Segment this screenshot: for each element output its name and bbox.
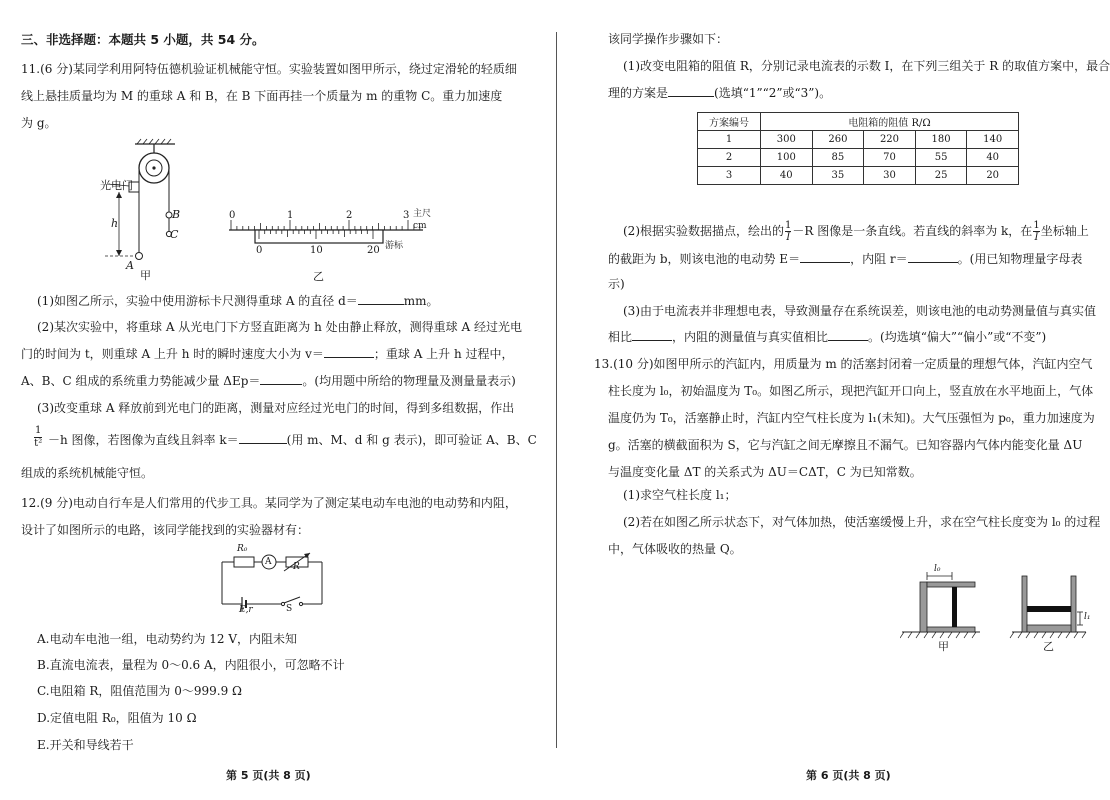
q11-part-3-line-3: 组成的系统机械能守恒。 bbox=[21, 466, 154, 480]
q11-part-2-line-3 bbox=[21, 374, 516, 388]
fraction-numerator: 1 bbox=[785, 220, 792, 231]
q12-option-E: E.开关和导线若干 bbox=[37, 738, 134, 752]
q13-line-3: 温度仍为 T₀，活塞静止时，汽缸内空气柱长度为 l₁(未知)。大气压强恒为 p₀，重力加速度为 bbox=[608, 411, 1095, 425]
q11-part-3-line-1: (3)改变重球 A 释放前到光电门的距离，测量对应经过光电门的时间，得到多组数据，作出 bbox=[37, 401, 515, 415]
answer-blank-r[interactable] bbox=[908, 262, 958, 263]
q11-part-2-line-1: (2)某次实验中，将重球 A 从光电门下方竖直距离为 h 处由静止释放，测得重球 A 经过光电 bbox=[37, 320, 522, 334]
q12-step1-line-1: (1)改变电阻箱的阻值 R，分别记录电流表的示数 I，在下列三组关于 R 的取值方案中，最合 bbox=[623, 59, 1110, 73]
resistance-plan-table bbox=[697, 112, 1019, 185]
table-cell: 55 bbox=[915, 149, 967, 167]
table-cell: 140 bbox=[967, 131, 1019, 149]
q12-line-1: 12.(9 分)电动自行车是人们常用的代步工具。某同学为了测定某电动车电池的电动势和内阻， bbox=[21, 496, 517, 510]
q12-step2-line-1 bbox=[623, 220, 1089, 243]
ruler-unit-label: cm bbox=[413, 221, 427, 231]
q11-line-1: 11.(6 分)某同学利用阿特伍德机验证机械能守恒。实验装置如图甲所示，绕过定滑轮的轻质细 bbox=[21, 62, 517, 76]
q12-step2-fraction-b bbox=[1033, 220, 1039, 243]
page-footer-right: 第 6 页(共 8 页) bbox=[806, 769, 891, 782]
answer-blank-r-error[interactable] bbox=[828, 340, 868, 341]
table-cell: 70 bbox=[864, 149, 916, 167]
q12-step3-suffix: 。(均选填“偏大”“偏小”或“不变”) bbox=[868, 330, 1047, 344]
answer-blank-ep[interactable] bbox=[260, 384, 302, 385]
q13-line-1: 13.(10 分)如图甲所示的汽缸内，用质量为 m 的活塞封闭着一定质量的理想气体，汽缸内空气 bbox=[594, 357, 1093, 371]
main-tick-0: 0 bbox=[229, 210, 236, 221]
q11-part3-slope-text: －h 图像，若图像为直线且斜率 k＝ bbox=[48, 433, 239, 447]
q12-step3-line-2 bbox=[608, 330, 1046, 344]
answer-blank-emf-error[interactable] bbox=[632, 340, 672, 341]
vernier-tick-0: 0 bbox=[256, 245, 263, 256]
section-heading: 三、非选择题：本题共 5 小题，共 54 分。 bbox=[21, 32, 265, 47]
answer-blank-v[interactable] bbox=[324, 357, 374, 358]
q12-step2-note: 。(用已知物理量字母表 bbox=[957, 252, 1083, 266]
figure-yi-label: 乙 bbox=[313, 270, 324, 283]
ball-B-label: B bbox=[172, 208, 181, 221]
answer-blank-E[interactable] bbox=[800, 262, 850, 263]
table-row bbox=[698, 167, 1019, 185]
q12-step2-line-3: 示) bbox=[608, 277, 625, 291]
table-cell: 2 bbox=[698, 149, 761, 167]
q12-step2-mid: －R 图像是一条直线。若直线的斜率为 k，在 bbox=[792, 224, 1033, 238]
q11-part-1 bbox=[37, 294, 439, 308]
table-row bbox=[698, 131, 1019, 149]
q12-step2-fraction-a bbox=[785, 220, 791, 243]
fraction-numerator: 1 bbox=[35, 425, 42, 436]
q12-steps-intro: 该同学操作步骤如下： bbox=[608, 32, 729, 46]
circuit-ammeter-label: A bbox=[265, 557, 272, 567]
q12-step2-line-2 bbox=[608, 252, 1082, 266]
q12-step3-prefix: 相比 bbox=[608, 330, 633, 344]
q11-fraction bbox=[34, 425, 42, 450]
q13-part-2-line-2: 中，气体吸收的热量 Q。 bbox=[608, 542, 742, 556]
q12-step1-suffix: (选填“1”“2”或“3”)。 bbox=[714, 86, 832, 100]
q11-part2-velocity-text: 门的时间为 t，则重球 A 上升 h 时的瞬时速度大小为 v＝ bbox=[21, 347, 324, 361]
table-cell: 20 bbox=[967, 167, 1019, 185]
main-tick-3: 3 bbox=[403, 210, 410, 221]
fraction-denominator: t² bbox=[34, 438, 43, 449]
switch-icon bbox=[284, 597, 300, 603]
vernier-scale bbox=[255, 230, 383, 243]
table-header-resistance: 电阻箱的阻值 R/Ω bbox=[761, 113, 1019, 131]
table-cell: 30 bbox=[864, 167, 916, 185]
main-tick-1: 1 bbox=[287, 210, 294, 221]
q13-line-5: 与温度变化量 ΔT 的关系式为 ΔU＝CΔT，C 为已知常数。 bbox=[608, 465, 922, 479]
table-cell: 40 bbox=[761, 167, 813, 185]
answer-blank-k[interactable] bbox=[239, 443, 287, 444]
table-cell: 35 bbox=[812, 167, 864, 185]
table-cell: 85 bbox=[812, 149, 864, 167]
figure-jia-label: 甲 bbox=[140, 269, 151, 282]
table-cell: 100 bbox=[761, 149, 813, 167]
table-header-row bbox=[698, 113, 1019, 131]
page-divider bbox=[556, 32, 557, 748]
circuit-diagram bbox=[210, 544, 340, 616]
circuit-R0-label: R₀ bbox=[237, 544, 248, 554]
cylinder-figures bbox=[900, 562, 1100, 642]
fraction-numerator: 1 bbox=[1033, 220, 1040, 231]
cylinder-yi-label: 乙 bbox=[1043, 640, 1054, 653]
table-cell: 25 bbox=[915, 167, 967, 185]
table-header-plan: 方案编号 bbox=[698, 113, 761, 131]
weight-C-label: C bbox=[170, 228, 179, 241]
cylinder-jia-icon bbox=[900, 572, 980, 638]
fraction-denominator: I bbox=[1034, 232, 1039, 243]
table-cell: 40 bbox=[967, 149, 1019, 167]
q13-line-2: 柱长度为 l₀，初始温度为 T₀。如图乙所示，现把汽缸开口向上，竖直放在水平地面上，气体 bbox=[608, 384, 1094, 398]
q11-part-2-line-2 bbox=[21, 347, 514, 361]
height-label: h bbox=[111, 217, 119, 230]
q11-part2-energy-text: A、B、C 组成的系统重力势能减少量 ΔEp＝ bbox=[21, 374, 261, 388]
table-cell: 300 bbox=[761, 131, 813, 149]
q12-step2-emf-text: 的截距为 b，则该电池的电动势 E＝ bbox=[608, 252, 801, 266]
q12-step3-mid: ，内阻的测量值与真实值相比 bbox=[672, 330, 829, 344]
q12-step2-pre: (2)根据实验数据描点，绘出的 bbox=[623, 224, 784, 238]
q11-part1-unit: mm。 bbox=[403, 294, 439, 308]
q11-part2-after-blank: ；重球 A 上升 h 过程中， bbox=[373, 347, 514, 361]
table-cell: 260 bbox=[812, 131, 864, 149]
q12-step1-line-2 bbox=[608, 86, 831, 100]
table-row bbox=[698, 149, 1019, 167]
ball-A-label: A bbox=[126, 259, 134, 272]
ball-A-icon bbox=[136, 253, 143, 260]
fig-l0-label: l₀ bbox=[934, 564, 941, 574]
table-cell: 3 bbox=[698, 167, 761, 185]
fraction-denominator: I bbox=[786, 232, 791, 243]
vernier-tick-20: 20 bbox=[367, 245, 380, 256]
answer-blank-plan[interactable] bbox=[668, 96, 714, 97]
q11-line-2: 线上悬挂质量均为 M 的重球 A 和 B，在 B 下面再挂一个质量为 m 的重物 C。重力加速度 bbox=[21, 89, 503, 103]
q11-part3-after-blank: (用 m、M、d 和 g 表示)，即可验证 A、B、C bbox=[286, 433, 537, 447]
q12-step2-r-text: ，内阻 r＝ bbox=[850, 252, 908, 266]
cylinder-jia-label: 甲 bbox=[938, 640, 949, 653]
table-cell: 220 bbox=[864, 131, 916, 149]
vernier-label: 游标 bbox=[385, 241, 404, 251]
circuit-R-label: R bbox=[293, 562, 300, 572]
table-cell: 180 bbox=[915, 131, 967, 149]
q12-step2-post: 坐标轴上 bbox=[1040, 224, 1089, 238]
q13-part-1: (1)求空气柱长度 l₁； bbox=[623, 488, 737, 502]
page-footer-left: 第 5 页(共 8 页) bbox=[226, 769, 311, 782]
table-cell: 1 bbox=[698, 131, 761, 149]
resistor-R0-icon bbox=[234, 557, 254, 567]
q12-option-C: C.电阻箱 R，阻值范围为 0～999.9 Ω bbox=[37, 684, 242, 698]
main-tick-2: 2 bbox=[346, 210, 353, 221]
q12-option-B: B.直流电流表，量程为 0～0.6 A，内阻很小，可忽略不计 bbox=[37, 658, 345, 672]
answer-blank-d[interactable] bbox=[358, 304, 404, 305]
q11-part1-text: (1)如图乙所示，实验中使用游标卡尺测得重球 A 的直径 d＝ bbox=[37, 294, 358, 308]
vernier-tick-10: 10 bbox=[310, 245, 323, 256]
q12-step3-line-1: (3)由于电流表并非理想电表，导致测量存在系统误差，则该电池的电动势测量值与真实值 bbox=[623, 304, 1097, 318]
circuit-switch-label: S bbox=[286, 604, 293, 614]
q13-line-4: g。活塞的横截面积为 S，它与汽缸之间无摩擦且不漏气。已知容器内气体内能变化量 ΔU bbox=[608, 438, 1083, 452]
q11-line-3: 为 g。 bbox=[21, 116, 57, 130]
photogate-label: 光电门 bbox=[100, 179, 133, 192]
q11-part2-note: 。(均用题中所给的物理量及测量量表示) bbox=[302, 374, 516, 388]
ruler-main-label: 主尺 bbox=[413, 209, 432, 219]
fig-l1-label: l₁ bbox=[1084, 612, 1091, 622]
q12-line-2: 设计了如图所示的电路，该同学能找到的实验器材有： bbox=[21, 523, 310, 537]
q13-part-2-line-1: (2)若在如图乙所示状态下，对气体加热，使活塞缓慢上升，求在空气柱长度变为 l₀ 的过程 bbox=[623, 515, 1101, 529]
cylinder-yi-icon bbox=[1010, 576, 1086, 638]
q12-option-A: A.电动车电池一组，电动势约为 12 V，内阻未知 bbox=[37, 632, 298, 646]
circuit-battery-label: E,r bbox=[239, 605, 253, 615]
q12-option-D: D.定值电阻 R₀，阻值为 10 Ω bbox=[37, 711, 197, 725]
q12-step1-prefix: 理的方案是 bbox=[608, 86, 669, 100]
q11-part-3-line-2 bbox=[48, 433, 537, 447]
